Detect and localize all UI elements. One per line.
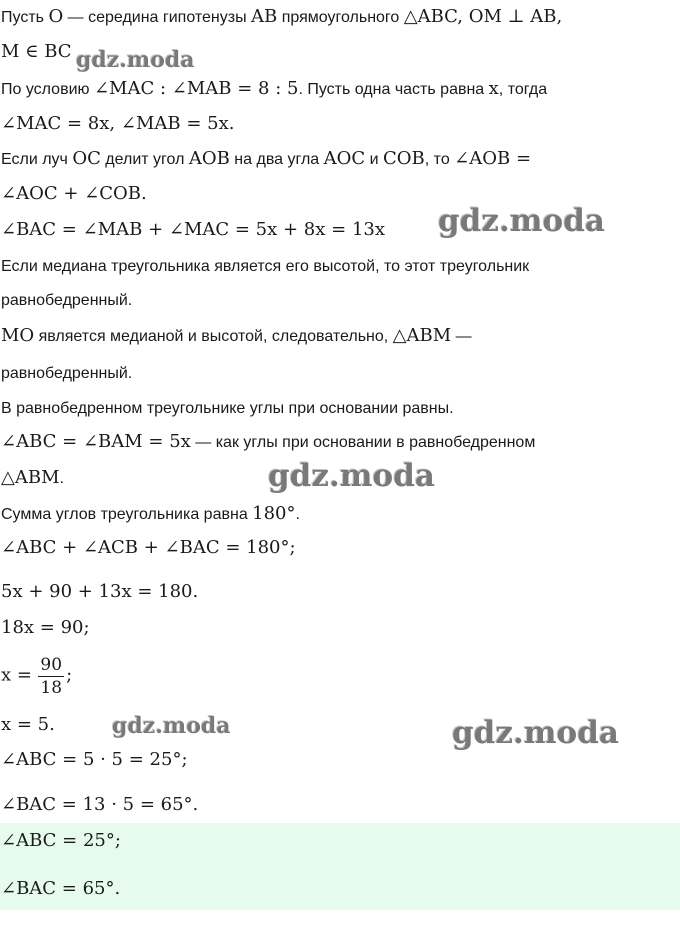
line-2: M ∈ BC — [1, 41, 72, 62]
line-11: равнобедренный. — [1, 365, 133, 382]
watermark: gdz.moda — [76, 47, 195, 73]
watermark: gdz.moda — [112, 713, 231, 739]
line-1: Пусть O — середина гипотенузы AB прямоугольного △ABC, OM ⊥ AB, — [1, 6, 563, 27]
watermark: gdz.moda — [268, 458, 435, 494]
line-15: Сумма углов треугольника равна 180°. — [1, 503, 300, 524]
line-20: x = 5. — [1, 714, 55, 735]
line-14: △ABM. — [1, 467, 64, 488]
answer-line-2: ∠BAC = 65°. — [1, 878, 121, 899]
fraction-numerator: 90 — [40, 655, 63, 675]
fraction — [38, 654, 64, 699]
watermark: gdz.moda — [438, 203, 605, 239]
line-21: ∠ABC = 5 · 5 = 25°; — [1, 749, 188, 770]
watermark: gdz.moda — [452, 715, 619, 751]
line-18: 18x = 90; — [1, 617, 90, 638]
line-10: MO является медианой и высотой, следовательно, △ABM — — [1, 325, 472, 346]
line-16: ∠ABC + ∠ACB + ∠BAC = 180°; — [1, 537, 296, 558]
line-22: ∠BAC = 13 · 5 = 65°. — [1, 794, 199, 815]
fraction-denominator: 18 — [40, 678, 63, 698]
line-17: 5x + 90 + 13x = 180. — [1, 581, 199, 602]
line-5: Если луч OC делит угол AOB на два угла AOC и COB, то ∠AOB = — [1, 148, 532, 169]
line-3: По условию ∠MAC : ∠MAB = 8 : 5. Пусть одна часть равна x, тогда — [1, 78, 548, 99]
line-12: В равнобедренном треугольнике углы при основании равны. — [1, 400, 454, 417]
line-9: равнобедренный. — [1, 292, 133, 309]
line-13: ∠ABC = ∠BAM = 5x — как углы при основании в равнобедренном — [1, 431, 536, 452]
line-8: Если медиана треугольника является его высотой, то этот треугольник — [1, 258, 530, 275]
line-6: ∠AOC + ∠COB. — [1, 183, 147, 204]
line-4: ∠MAC = 8x, ∠MAB = 5x. — [1, 113, 235, 134]
answer-line-1: ∠ABC = 25°; — [1, 830, 121, 851]
line-19: x = $\frac{90}{18}$ ; — [1, 655, 73, 698]
line-7: ∠BAC = ∠MAB + ∠MAC = 5x + 8x = 13x — [1, 219, 385, 240]
